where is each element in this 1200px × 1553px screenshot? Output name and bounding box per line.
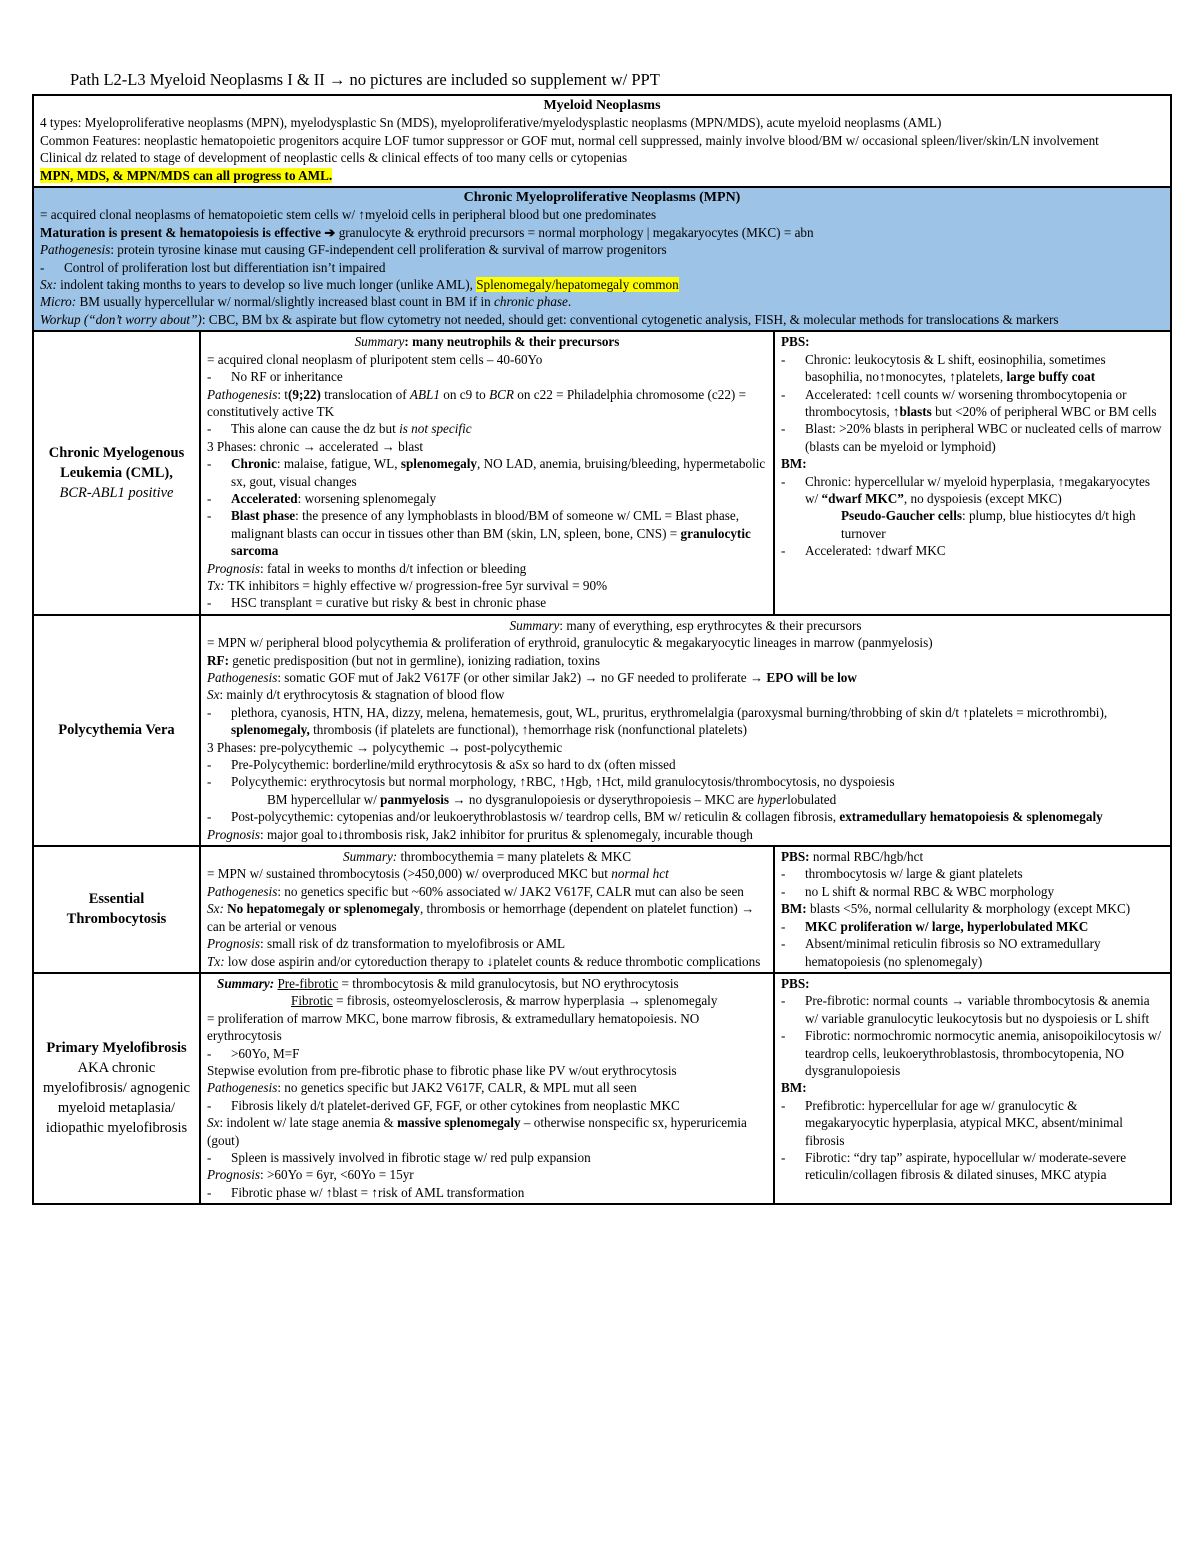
pv-sx1a: plethora, cyanosis, HTN, HA, dizzy, melena, hematemesis, gout, WL, pruritus, erythromelalgia (paroxysmal burning/throbbing of skin d/t ↑platelets = microthrombi), [231, 704, 1108, 720]
cml-row [33, 331, 1171, 615]
pv-path-label: Pathogenesis [207, 670, 278, 685]
cml-bm1c: , no dyspoiesis (except MKC) [903, 490, 1062, 506]
cml-pbs3: - Blast: >20% blasts in peripheral WBC or nucleated cells of marrow (blasts can be myeloid or lymphoid) [781, 420, 1164, 455]
cml-pbs2c: but <20% of peripheral WBC or BM cells [931, 403, 1157, 419]
mpn-cell [33, 187, 1171, 331]
cml-l1: = acquired clonal neoplasm of pluripotent stem cells – 40-60Yo [207, 351, 543, 367]
et-path-label: Pathogenesis [207, 883, 278, 899]
pv-main-cell [200, 615, 1171, 846]
cml-pbs1a: Chronic: leukocytosis & L shift, eosinophilia, sometimes basophilia, no↑monocytes, ↑platelets, [805, 351, 1106, 385]
et-pbs-label: PBS: [781, 849, 810, 865]
pv-p3a: Post-polycythemic: cytopenias and/or leukoerythroblastosis w/ teardrop cells, BM w/ reticulin & collagen fibrosis, [231, 809, 840, 825]
cml-l4a: This alone can cause the dz but [231, 421, 400, 437]
cml-pbs2b: ↑blasts [892, 403, 932, 419]
pv-p2b-a: BM hypercellular w/ [267, 791, 381, 807]
intro-progress: MPN, MDS, & MPN/MDS can all progress to AML. [40, 167, 333, 183]
page-title: Path L2-L3 Myeloid Neoplasms I & II → no pictures are included so supplement w/ PPT [70, 70, 660, 89]
cml-path-e: on c9 to [439, 386, 490, 402]
et-prog-label: Prognosis [207, 936, 261, 952]
pmf-pbs2: - Fibrotic: normochromic normocytic anemia, anisopoikilocytosis w/ teardrop cells, leukoerythroblastosis, thrombocytopenia, NO dysgranulopoiesis [781, 1027, 1164, 1079]
et-bm: blasts <5%, normal cellularity & morphology (except MKC) [806, 901, 1131, 917]
pmf-row [33, 973, 1171, 1204]
pmf-pre: = thrombocytosis & mild granulocytosis, but NO erythrocytosis [338, 975, 679, 991]
et-sx-label: Sx: [207, 901, 224, 917]
intro-clinical: Clinical dz related to stage of development of neoplastic cells & clinical effects of too many cells or cytopenias [40, 150, 628, 166]
cml-l2: - No RF or inheritance [207, 368, 767, 385]
cml-path-d: ABL1 [409, 386, 440, 402]
pmf-path1: - Fibrosis likely d/t platelet-derived GF, FGF, or other cytokines from neoplastic MKC [207, 1097, 767, 1114]
pmf-path-label: Pathogenesis [207, 1080, 278, 1096]
pmf-bm1: - Prefibrotic: hypercellular for age w/ granulocytic & megakaryocytic hyperplasia, atypical MKC, absent/minimal fibrosis [781, 1097, 1164, 1149]
cml-phases: 3 Phases: chronic → accelerated → blast [207, 438, 424, 454]
cml-side-cell [774, 331, 1171, 615]
intro-common: Common Features: neoplastic hematopoietic progenitors acquire LOF tumor suppressor or GOF mut, normal cell suppressed, mainly involve blood/BM w/ occasional spleen/liver/skin/LN involvement [40, 132, 1099, 148]
pmf-pbs1: - Pre-fibrotic: normal counts → variable thrombocytosis & anemia w/ variable granulocytic leukocytosis but no dyspoiesis or L shift [781, 992, 1164, 1027]
et-pbs2: - no L shift & normal RBC & WBC morphology [781, 883, 1164, 900]
pmf-prog: : >60Yo = 6yr, <60Yo = 15yr [260, 1167, 414, 1183]
pmf-name-sub: AKA chronic myelofibrosis/ agnogenic myeloid metaplasia/ idiopathic myelofibrosis [43, 1060, 190, 1137]
pmf-summary-label: Summary: [217, 975, 275, 991]
cml-chronic-a: : malaise, fatigue, WL, [276, 456, 401, 472]
et-tx-label: Tx: [207, 953, 225, 969]
pv-summary-label: Summary [509, 617, 560, 633]
cml-summary: : many neutrophils & their precursors [404, 334, 620, 350]
et-pbs1: - thrombocytosis w/ large & giant platelets [781, 865, 1164, 882]
cml-acc-text: : worsening splenomegaly [297, 490, 437, 506]
cml-blast-label: Blast phase [231, 508, 296, 524]
mpn-micro-end: . [567, 294, 572, 310]
mpn-workup: : CBC, BM bx & aspirate but flow cytometry not needed, should get: conventional cytogenetic analysis, FISH, & molecular methods for translocations & markers [201, 311, 1059, 327]
cml-path-b: (9;22) [287, 386, 321, 402]
cml-pbs2: Accelerated: ↑cell counts w/ worsening thrombocytopenia or thrombocytosis, [805, 386, 1127, 419]
et-bm1: MKC proliferation w/ large, hyperlobulated MKC [805, 918, 1089, 934]
cml-prog-text: : fatal in weeks to months d/t infection or bleeding [260, 560, 527, 576]
pmf-pbs-label: PBS: [781, 975, 810, 991]
mpn-row [33, 187, 1171, 331]
pmf-fib: = fibrosis, osteomyelosclerosis, & marrow hyperplasia → splenomegaly [332, 993, 718, 1009]
et-tx: low dose aspirin and/or cytoreduction therapy to ↓platelet counts & reduce thrombotic complications [224, 953, 761, 969]
et-row [33, 846, 1171, 973]
intro-types: 4 types: Myeloproliferative neoplasms (MPN), myelodysplastic Sn (MDS), myeloproliferative/myelodysplastic neoplasms (MPN/MDS), acute myeloid neoplasms (AML) [40, 115, 942, 131]
cml-path-label: Pathogenesis [207, 386, 278, 402]
et-bm-label: BM: [781, 901, 807, 917]
cml-path-g: on c22 = Philadelphia chromosome (c22) = constitutively active TK [207, 386, 747, 419]
cml-name-sub: BCR-ABL1 positive [59, 484, 174, 501]
pv-prog: : major goal to↓thrombosis risk, Jak2 inhibitor for pruritus & splenomegaly, incurable though [260, 826, 753, 842]
mpn-title: Chronic Myeloproliferative Neoplasms (MPN) [463, 190, 741, 206]
pmf-stepwise: Stepwise evolution from pre-fibrotic phase to fibrotic phase like PV w/out erythrocytosis [207, 1062, 677, 1078]
cml-chronic-b: splenomegaly [400, 456, 478, 472]
intro-cell [33, 95, 1171, 187]
pv-rf: genetic predisposition (but not in germline), ionizing radiation, toxins [228, 652, 600, 668]
et-pbs: normal RBC/hgb/hct [809, 849, 924, 865]
cml-blast-text: : the presence of any lymphoblasts in blood/BM of someone w/ CML = Blast phase, malignant blasts can occur in tissues other than BM (skin, LN, spleen, bone, CNS) = [231, 508, 740, 541]
mpn-sx-highlight: Splenomegaly/hepatomegaly common [476, 277, 679, 293]
pv-p2: - Polycythemic: erythrocytosis but normal morphology, ↑RBC, ↑Hgb, ↑Hct, mild granulocytosis/thrombocytosis, no dyspoiesis [207, 773, 1164, 790]
mpn-workup-label: Workup (“don’t worry about”) [40, 311, 202, 327]
cml-path-f: BCR [489, 386, 514, 402]
mpn-def: = acquired clonal neoplasms of hematopoietic stem cells w/ ↑myeloid cells in peripheral blood but one predominates [40, 207, 657, 223]
et-bm2: - Absent/minimal reticulin fibrosis so NO extramedullary hematopoiesis (no splenomegaly) [781, 935, 1164, 970]
cml-blast-b: granulocytic sarcoma [231, 525, 751, 559]
cml-acc-label: Accelerated [231, 490, 298, 506]
et-side-cell [774, 846, 1171, 973]
pmf-sx1: - Spleen is massively involved in fibrotic stage w/ red pulp expansion [207, 1149, 767, 1166]
pmf-name: Primary Myelofibrosis [46, 1040, 187, 1057]
pv-p2b-e: lobulated [787, 791, 837, 807]
cml-bm1b: “dwarf MKC” [821, 490, 904, 506]
cml-pbs1b: large buffy coat [1006, 369, 1096, 385]
cml-path-c: translocation of [320, 386, 410, 402]
pv-phases: 3 Phases: pre-polycythemic → polycythemic → post-polycythemic [207, 739, 563, 755]
et-prog: : small risk of dz transformation to myelofibrosis or AML [260, 936, 566, 952]
pv-prog-label: Prognosis [207, 826, 261, 842]
pmf-sx-b: massive splenomegaly [397, 1115, 521, 1131]
et-def-b: normal hct [611, 866, 669, 882]
cml-pg-text: : plump, blue histiocytes d/t high turnover [841, 508, 1136, 541]
cml-prog-label: Prognosis [207, 560, 261, 576]
cml-name-cell [33, 331, 200, 615]
cml-chronic-c: , NO LAD, anemia, bruising/bleeding, hypermetabolic sx, gout, visual changes [231, 456, 766, 489]
et-summary-label: Summary: [342, 849, 398, 865]
et-summary: thrombocythemia = many platelets & MKC [397, 849, 631, 865]
pv-row [33, 615, 1171, 846]
pv-sx1c: thrombosis (if platelets are functional), ↑hemorrhage risk (nonfunctional platelets) [309, 722, 748, 738]
pmf-bm-label: BM: [781, 1080, 807, 1096]
pmf-pre-label: Pre-fibrotic [277, 975, 339, 991]
mpn-maturation-bold: Maturation is present & hematopoiesis is effective ➔ [40, 224, 336, 240]
pv-sx1b: splenomegaly, [231, 722, 310, 738]
cml-main-cell [200, 331, 774, 615]
cml-pbs-label: PBS: [781, 334, 810, 350]
cml-pg-label: Pseudo-Gaucher cells [841, 508, 962, 524]
pv-path: : somatic GOF mut of Jak2 V617F (or other similar Jak2) → no GF needed to proliferate → [277, 670, 767, 685]
pmf-side-cell [774, 973, 1171, 1204]
pv-path-b: EPO will be low [766, 670, 857, 685]
pv-sx-label: Sx [207, 687, 220, 703]
pmf-sx-a: : indolent w/ late stage anemia & [219, 1115, 398, 1131]
intro-title: Myeloid Neoplasms [543, 98, 661, 113]
pmf-main-cell [200, 973, 774, 1204]
pv-p3b: extramedullary hematopoiesis & splenomegaly [839, 809, 1103, 825]
pmf-age: - >60Yo, M=F [207, 1045, 767, 1062]
et-sx-b: No hepatomegaly or splenomegaly [223, 901, 420, 917]
pmf-name-cell [33, 973, 200, 1204]
pv-sx: : mainly d/t erythrocytosis & stagnation of blood flow [219, 687, 505, 703]
mpn-micro-label: Micro: [40, 294, 77, 310]
cml-bm2: - Accelerated: ↑dwarf MKC [781, 542, 1164, 559]
pv-p2b-d: hyper [757, 791, 788, 807]
cml-l4b: is not specific [399, 421, 472, 437]
et-name: Essential Thrombocytosis [66, 890, 167, 927]
mpn-maturation: granulocyte & erythroid precursors = normal morphology | megakaryocytes (MKC) = abn [335, 224, 814, 240]
et-def-a: = MPN w/ sustained thrombocytosis (>450,000) w/ overproduced MKC but [207, 866, 612, 882]
cml-name: Chronic Myelogenous Leukemia (CML), [48, 444, 185, 481]
mpn-path-label: Pathogenesis [40, 242, 111, 258]
pmf-sx-c: – otherwise nonspecific sx, hyperuricemia (gout) [207, 1115, 747, 1148]
pmf-def: = proliferation of marrow MKC, bone marrow fibrosis, & extramedullary hematopoiesis. NO erythrocytosis [207, 1010, 700, 1044]
pv-p2b-c: → no dysgranulopoiesis or dyserythropoiesis – MKC are [449, 791, 758, 807]
pv-p1: - Pre-Polycythemic: borderline/mild erythrocytosis & aSx so hard to dx (often missed [207, 756, 1164, 773]
pv-rf-label: RF: [207, 652, 229, 668]
mpn-micro-italic: chronic phase [494, 294, 568, 310]
mpn-sx-label: Sx: [40, 277, 57, 293]
pv-name-cell [33, 615, 200, 846]
pmf-fib-label: Fibrotic [291, 993, 333, 1009]
pmf-prog-label: Prognosis [207, 1167, 261, 1183]
pmf-path: : no genetics specific but JAK2 V617F, CALR, & MPL mut all seen [277, 1080, 637, 1096]
mpn-sx: indolent taking months to years to develop so live much longer (unlike AML), [56, 277, 477, 293]
notes-table [32, 94, 1172, 1205]
cml-tx-text: TK inhibitors = highly effective w/ progression-free 5yr survival = 90% [224, 577, 608, 593]
pmf-sx-label: Sx [207, 1115, 220, 1131]
pmf-bm2: - Fibrotic: “dry tap” aspirate, hypocellular w/ moderate-severe reticulin/collagen fibrosis & dilated sinuses, MKC atypia [781, 1149, 1164, 1184]
et-sx: , thrombosis or hemorrhage (dependent on platelet function) → can be arterial or venous [207, 901, 755, 934]
cml-chronic-label: Chronic [231, 456, 277, 472]
cml-tx-label: Tx: [207, 577, 225, 593]
cml-path-a: : t [277, 386, 288, 402]
cml-summary-label: Summary [354, 334, 405, 350]
pmf-prog1: - Fibrotic phase w/ ↑blast = ↑risk of AML transformation [207, 1184, 767, 1201]
mpn-control: - Control of proliferation lost but differentiation isn’t impaired [40, 259, 1164, 276]
pv-def: = MPN w/ peripheral blood polycythemia & proliferation of erythroid, granulocytic & megakaryocytic lineages in marrow (panmyelosis) [207, 635, 933, 651]
cml-bm-label: BM: [781, 456, 807, 472]
mpn-micro: BM usually hypercellular w/ normal/slightly increased blast count in BM if in [76, 294, 495, 310]
pv-p2b-b: panmyelosis [380, 791, 450, 807]
cml-hsc: - HSC transplant = curative but risky & best in chronic phase [207, 594, 767, 611]
et-name-cell [33, 846, 200, 973]
et-path: : no genetics specific but ~60% associated w/ JAK2 V617F, CALR mut can also be seen [277, 883, 744, 899]
pv-summary: : many of everything, esp erythrocytes & their precursors [559, 617, 862, 633]
cml-bm1a: Chronic: hypercellular w/ myeloid hyperplasia, ↑megakaryocytes w/ [805, 473, 1150, 506]
intro-row [33, 95, 1171, 187]
mpn-path: : protein tyrosine kinase mut causing GF-independent cell proliferation & survival of marrow progenitors [110, 242, 667, 258]
pv-name: Polycythemia Vera [58, 721, 175, 738]
et-main-cell [200, 846, 774, 973]
